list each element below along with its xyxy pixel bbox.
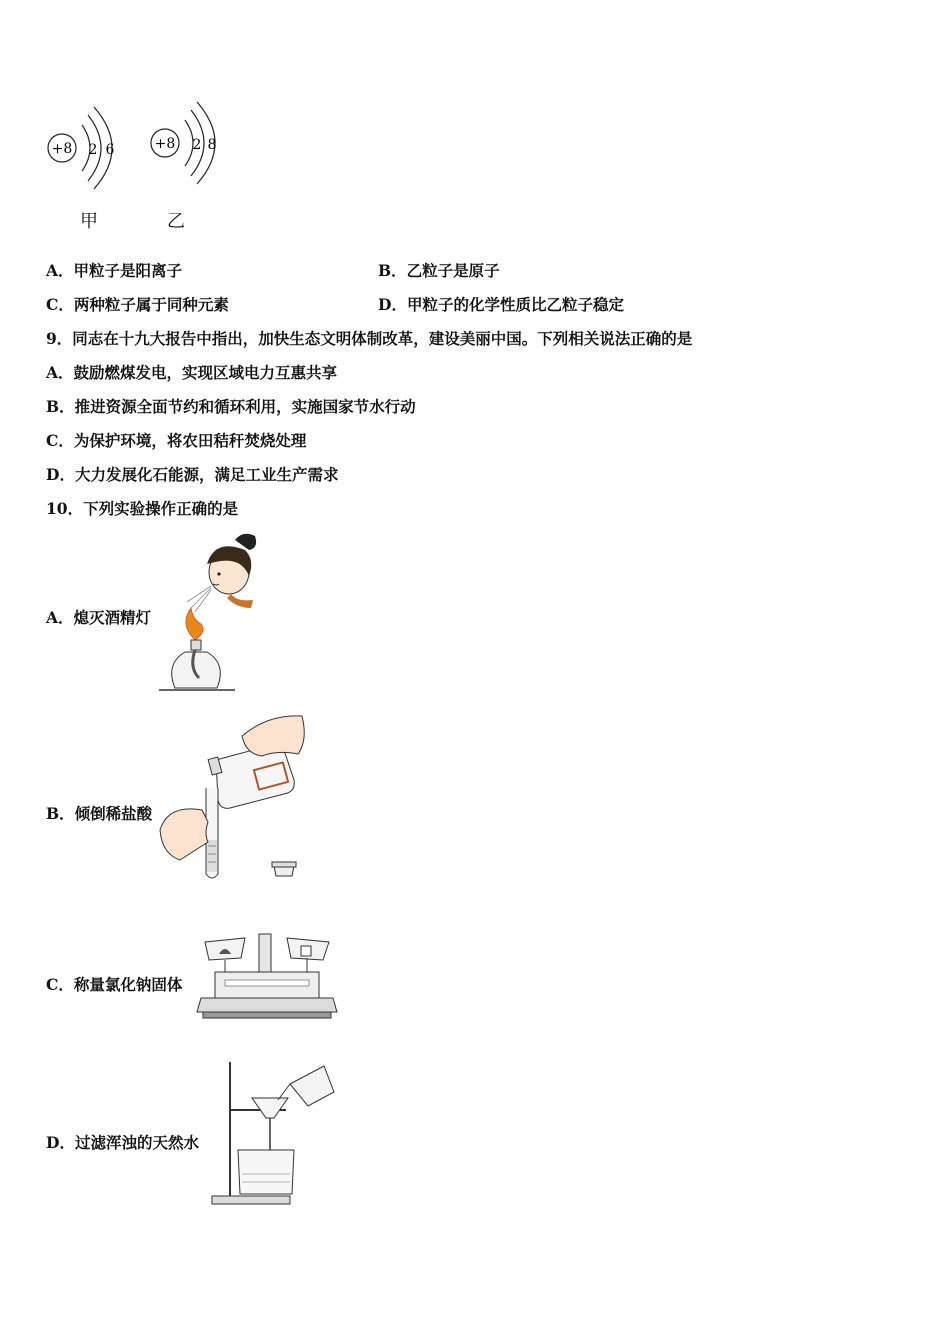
hand-top-icon bbox=[242, 716, 304, 756]
blow-out-alcohol-lamp-illustration bbox=[155, 528, 275, 696]
filtration-illustration bbox=[208, 1058, 343, 1208]
q9-option-b: B．推进资源全面节约和循环利用，实施国家节水行动 bbox=[46, 397, 416, 416]
q10-option-d: D．过滤浑浊的天然水 bbox=[46, 1133, 199, 1152]
atom-b-caption: 乙 bbox=[167, 211, 185, 232]
atom-a-caption: 甲 bbox=[80, 211, 98, 232]
atom-a-diagram bbox=[48, 107, 115, 189]
flame-icon bbox=[186, 608, 203, 640]
q10-stem: 10．下列实验操作正确的是 bbox=[46, 499, 239, 518]
atom-b-shell2: 8 bbox=[207, 137, 217, 153]
alcohol-lamp-icon bbox=[159, 640, 235, 690]
test-tube-icon bbox=[206, 788, 218, 878]
q8-option-a: A．甲粒子是阳离子 bbox=[46, 261, 183, 280]
atom-a-shell1: 2 bbox=[88, 142, 98, 158]
q8-option-c: C．两种粒子属于同种元素 bbox=[46, 295, 229, 314]
q9-stem: 9．同志在十九大报告中指出，加快生态文明体制改革，建设美丽中国。下列相关说法正确的是 bbox=[46, 329, 693, 348]
girl-face-icon bbox=[207, 534, 256, 608]
atom-b-nucleus: +8 bbox=[154, 136, 176, 152]
pouring-beaker-icon bbox=[290, 1066, 334, 1106]
atom-diagrams-svg bbox=[40, 95, 240, 195]
q8-option-b: B．乙粒子是原子 bbox=[378, 261, 500, 280]
q10-option-c: C．称量氯化钠固体 bbox=[46, 975, 183, 994]
beaker-icon bbox=[238, 1150, 294, 1194]
bottle-stopper-icon bbox=[272, 862, 296, 876]
atom-a-shell2: 6 bbox=[105, 142, 115, 158]
pour-acid-illustration bbox=[158, 710, 318, 885]
atom-b-diagram bbox=[151, 102, 216, 184]
reagent-bottle-icon bbox=[208, 746, 294, 809]
atom-structure-figure bbox=[40, 95, 240, 235]
q9-option-c: C．为保护环境，将农田秸秆焚烧处理 bbox=[46, 431, 307, 450]
q9-option-d: D．大力发展化石能源，满足工业生产需求 bbox=[46, 465, 339, 484]
balance-scale-icon bbox=[197, 934, 337, 1018]
q10-option-a: A．熄灭酒精灯 bbox=[46, 608, 152, 627]
q8-option-d: D．甲粒子的化学性质比乙粒子稳定 bbox=[378, 295, 624, 314]
balance-scale-illustration bbox=[195, 928, 340, 1023]
atom-b-shell1: 2 bbox=[192, 137, 202, 153]
q9-option-a: A．鼓励燃煤发电，实现区域电力互惠共享 bbox=[46, 363, 338, 382]
q10-option-b: B．倾倒稀盐酸 bbox=[46, 804, 153, 823]
filtration-apparatus-icon bbox=[212, 1062, 334, 1204]
atom-a-nucleus: +8 bbox=[51, 141, 73, 157]
hand-holding-tube-icon bbox=[160, 809, 208, 860]
